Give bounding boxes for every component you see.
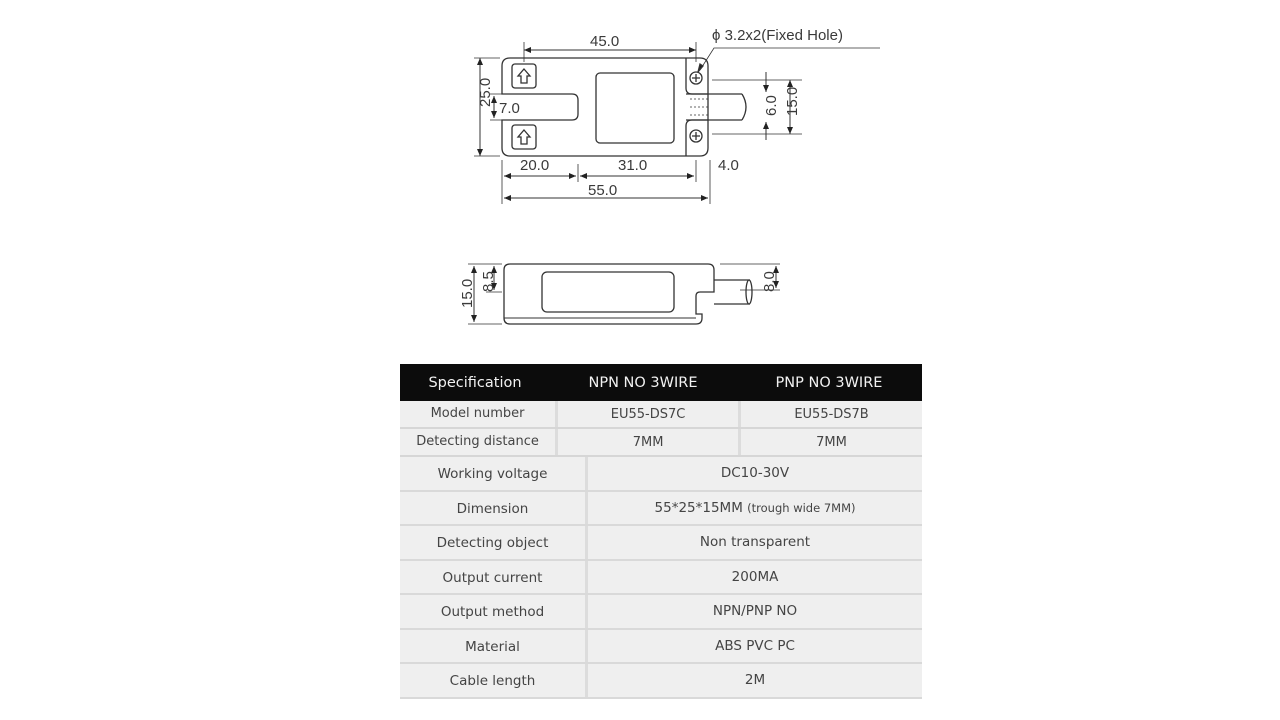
- dim-cable-dia: 6.0: [763, 95, 780, 116]
- table-row: [400, 630, 922, 665]
- row-note: (trough wide 7MM): [747, 500, 856, 515]
- table-row: [400, 664, 922, 699]
- table-row: [400, 429, 922, 457]
- table-row: [400, 595, 922, 630]
- dim-cable-offset: 8.0: [761, 271, 778, 292]
- top-view-labels: [477, 27, 843, 199]
- pnp-value: 7MM: [816, 435, 847, 450]
- table-row: [400, 526, 922, 561]
- dim-end-margin: 4.0: [718, 157, 739, 174]
- row-value: 200MA: [731, 568, 779, 585]
- row-value: DC10-30V: [720, 465, 790, 481]
- table-row: [400, 492, 922, 527]
- row-label: Cable length: [400, 664, 588, 697]
- row-value: 55*25*15MM: [654, 499, 743, 516]
- dim-thickness: 15.0: [459, 278, 476, 308]
- header-specification: Specification: [428, 374, 522, 391]
- arrow-up-icon: [518, 130, 530, 144]
- dim-height: 25.0: [477, 77, 494, 107]
- row-label: Output method: [400, 595, 588, 628]
- row-value: 2M: [744, 672, 766, 688]
- row-value: Non transparent: [699, 534, 811, 550]
- spec-table: [400, 364, 922, 699]
- top-view: [474, 42, 880, 204]
- side-view-labels: [459, 271, 778, 308]
- table-row: [400, 561, 922, 596]
- table-row: [400, 401, 922, 429]
- row-label: Detecting distance: [400, 429, 558, 455]
- dim-trough-depth: 20.0: [520, 157, 550, 174]
- table-row: [400, 457, 922, 492]
- arrow-box-top: [512, 64, 536, 88]
- dim-overall-length: 55.0: [588, 182, 618, 199]
- dim-cable-span: 15.0: [784, 86, 801, 116]
- npn-value: 7MM: [558, 429, 741, 455]
- side-view: [468, 264, 780, 324]
- row-value-wrap: [588, 492, 922, 525]
- dim-window-span: 31.0: [618, 157, 648, 174]
- row-label: Dimension: [400, 492, 588, 525]
- row-label: Material: [400, 630, 588, 663]
- row-label: Detecting object: [400, 526, 588, 559]
- header-npn: NPN NO 3WIRE: [588, 374, 698, 391]
- arrow-box-bottom: [512, 125, 536, 149]
- npn-value: EU55-DS7C: [558, 401, 741, 427]
- dim-trough-width: 7.0: [499, 100, 520, 117]
- dim-window-offset: 8.5: [480, 271, 497, 292]
- header-pnp: PNP NO 3WIRE: [775, 374, 883, 391]
- row-label: Working voltage: [400, 457, 588, 490]
- row-label: Output current: [400, 561, 588, 594]
- row-label: Model number: [400, 401, 558, 427]
- hole-callout: ϕ 3.2x2(Fixed Hole): [712, 27, 843, 44]
- pnp-value: EU55-DS7B: [794, 407, 869, 422]
- table-header: [400, 364, 922, 401]
- row-value: ABS PVC PC: [715, 637, 795, 654]
- row-value: NPN/PNP NO: [712, 603, 798, 619]
- dim-hole-spacing: 45.0: [590, 33, 620, 50]
- arrow-up-icon: [518, 69, 530, 83]
